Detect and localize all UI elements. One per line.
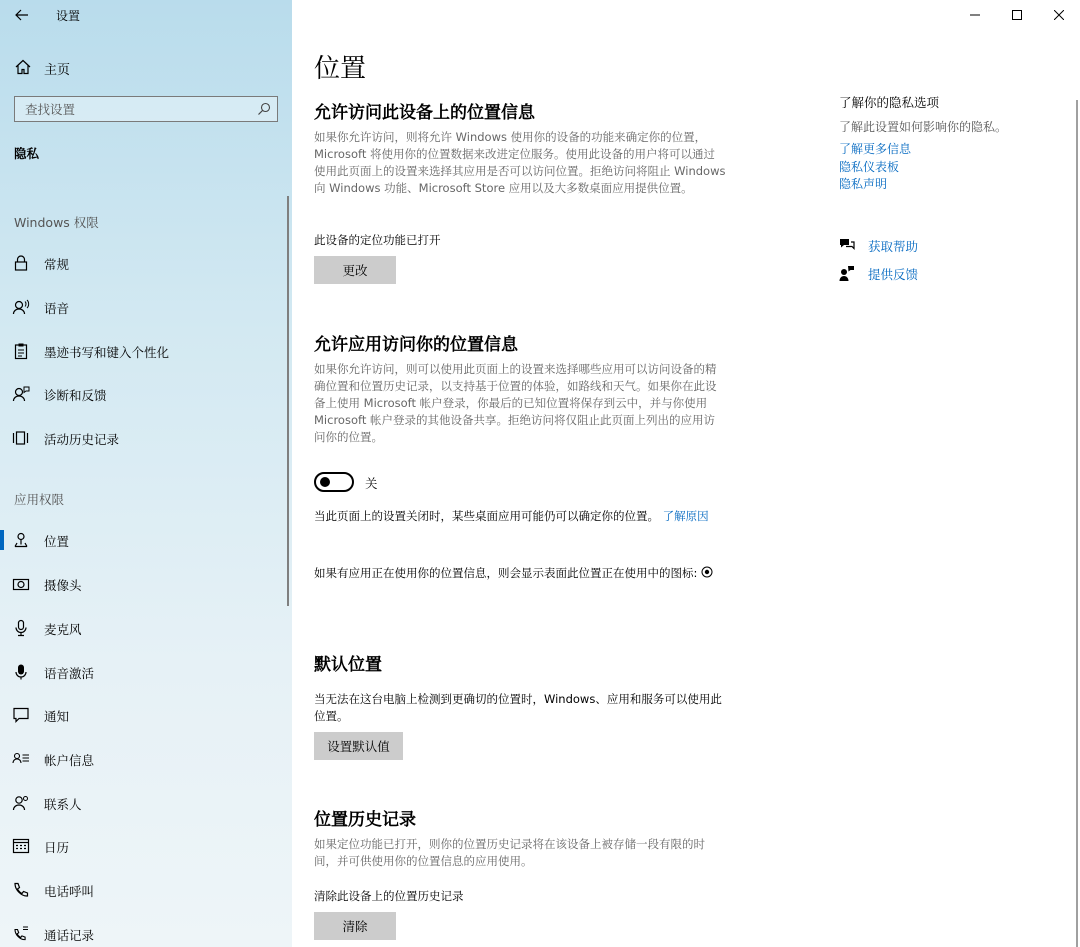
main-scrollbar[interactable] [1076,100,1078,947]
section-title-default-location: 默认位置 [314,655,382,675]
section-description-location-history: 如果定位功能已打开，则你的位置历史记录将在该设备上被存储一段有限的时间，并可供使用你的位置信息的应用使用。 [314,837,705,868]
search-icon[interactable] [257,102,271,116]
sidebar-item-call-history[interactable] [0,916,292,947]
sidebar-item-diagnostics[interactable] [0,376,292,412]
clipboard-icon [12,342,30,360]
sidebar-item-notifications[interactable] [0,697,292,733]
clear-button[interactable]: 清除 [314,912,396,940]
set-default-button[interactable]: 设置默认值 [314,732,403,760]
section-title-app-access: 允许应用访问你的位置信息 [314,335,518,355]
sidebar-item-phone-calls[interactable] [0,872,292,908]
speech-icon [12,298,30,316]
sidebar-item-label: 联系人 [44,797,82,812]
location-in-use-note [314,565,726,582]
app-location-toggle[interactable] [314,472,354,492]
calendar-icon [12,837,30,855]
sidebar-item-general[interactable] [0,245,292,281]
sidebar-item-voice-activation[interactable] [0,654,292,690]
category-title: 隐私 [14,146,40,161]
privacy-dashboard-link[interactable]: 隐私仪表板 [839,160,900,174]
search-box [14,96,278,122]
learn-why-link[interactable]: 了解原因 [662,509,709,523]
sidebar-scrollbar[interactable] [287,196,289,606]
sidebar-item-label: 常规 [44,257,70,272]
clear-history-label: 清除此设备上的位置历史记录 [314,889,464,903]
sidebar-item-calendar[interactable] [0,828,292,864]
page-title: 位置 [314,54,367,84]
give-feedback-link[interactable] [839,264,979,284]
location-icon [12,531,30,549]
device-location-status: 此设备的定位功能已打开 [314,233,441,247]
sidebar-item-home[interactable] [0,52,292,82]
microphone-icon [12,619,30,637]
sidebar-item-speech[interactable] [0,289,292,325]
group-header-app: 应用权限 [14,492,65,507]
sidebar-item-label: 活动历史记录 [44,432,120,447]
main-content [292,0,1080,947]
search-input[interactable] [15,97,251,121]
sidebar-item-contacts[interactable] [0,785,292,821]
desktop-apps-note-text: 当此页面上的设置关闭时，某些桌面应用可能仍可以确定你的位置。 [314,509,659,523]
back-arrow-icon [15,9,29,21]
section-description-app-access: 如果你允许访问，则可以使用此页面上的设置来选择哪些应用可以访问设备的精确位置和位置历史记录，以支持基于位置的体验，如路线和天气。如果你在此设备上使用 Microsoft 帐户登录，你最后的已知位置将保存到云中，并与你使用 Microsoft 帐户登录的其他设备共享。拒绝访问将仅阻止此页面上列出的应用访问你的位置。 [314,362,717,444]
app-title: 设置 [56,9,81,23]
sidebar-item-label: 电话呼叫 [44,884,95,899]
desktop-apps-note [314,508,724,525]
voice-activation-icon [12,663,30,681]
sidebar-titlebar [0,0,292,30]
sidebar-item-inking[interactable] [0,333,292,369]
call-history-icon [12,925,30,943]
learn-more-link[interactable]: 了解更多信息 [839,142,912,156]
sidebar-item-account-info[interactable] [0,741,292,777]
camera-icon [12,575,30,593]
give-feedback-label: 提供反馈 [868,267,919,282]
help-chat-icon [839,237,855,253]
sidebar-item-label: 日历 [44,840,70,855]
privacy-statement-link[interactable]: 隐私声明 [839,177,888,191]
sidebar-item-label: 麦克风 [44,622,82,637]
sidebar [0,0,292,947]
get-help-label: 获取帮助 [868,239,919,254]
sidebar-item-label: 墨迹书写和键入个性化 [44,345,170,360]
toggle-knob [320,477,330,487]
sidebar-item-label: 主页 [44,63,71,78]
sidebar-item-label: 通知 [44,709,70,724]
sidebar-item-label: 帐户信息 [44,753,95,768]
sidebar-item-label: 诊断和反馈 [44,388,107,403]
privacy-options-description: 了解此设置如何影响你的隐私。 [839,120,1008,134]
section-description-device-access: 如果你允许访问，则将允许 Windows 使用你的设备的功能来确定你的位置，Microsoft 将使用你的位置数据来改进定位服务。使用此设备的用户将可以通过使用此页面上的设置来选择其应用是否可以访问位置。拒绝访问将阻止 Windows 向 Windows 功能、Microsoft Store 应用以及大多数桌面应用提供位置。 [314,130,726,195]
phone-icon [12,881,30,899]
notification-icon [12,706,30,724]
sidebar-item-label: 位置 [44,534,70,549]
section-description-default-location: 当无法在这台电脑上检测到更确切的位置时，Windows、应用和服务可以使用此位置。 [314,692,722,723]
sidebar-item-label: 语音激活 [44,666,95,681]
contacts-icon [12,794,30,812]
location-in-use-icon [701,566,713,578]
sidebar-item-microphone[interactable] [0,610,292,646]
sidebar-item-label: 通话记录 [44,928,95,943]
sidebar-item-camera[interactable] [0,566,292,602]
lock-icon [12,254,30,272]
location-in-use-note-text: 如果有应用正在使用你的位置信息，则会显示表面此位置正在使用中的图标: [314,566,698,580]
change-button[interactable]: 更改 [314,256,396,284]
get-help-link[interactable] [839,236,979,256]
sidebar-item-label: 语音 [44,301,70,316]
sidebar-item-location[interactable] [0,522,292,558]
section-title-device-access: 允许访问此设备上的位置信息 [314,103,535,123]
toggle-state-label: 关 [365,476,378,491]
back-button[interactable] [8,4,36,26]
section-title-location-history: 位置历史记录 [314,810,416,830]
timeline-icon [12,429,30,447]
account-info-icon [12,750,30,768]
sidebar-item-label: 摄像头 [44,578,82,593]
home-icon [14,58,32,76]
feedback-icon [839,265,855,281]
sidebar-item-activity-history[interactable] [0,420,292,456]
feedback-person-icon [12,385,30,403]
group-header-windows: Windows 权限 [14,215,99,230]
privacy-options-title: 了解你的隐私选项 [839,95,940,110]
